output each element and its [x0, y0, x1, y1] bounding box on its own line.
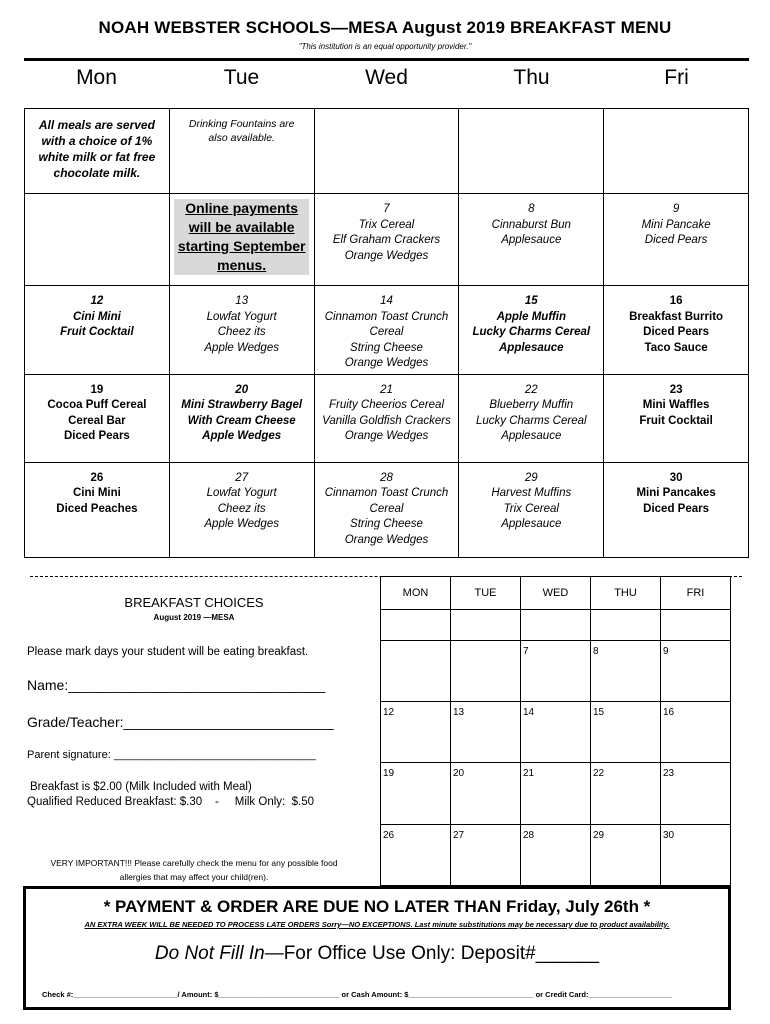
menu-item: Cheez its — [217, 502, 266, 515]
grid-day-checkbox[interactable]: 28 — [521, 824, 591, 885]
grid-row — [381, 701, 731, 762]
calendar-week-row — [25, 462, 749, 557]
grid-day-checkbox[interactable] — [381, 610, 451, 641]
empty-cell — [459, 109, 604, 194]
fountain-note-cell — [169, 109, 314, 194]
milk-note-line: with a choice of 1% — [41, 134, 153, 148]
menu-item: Cheez its — [217, 326, 266, 338]
menu-day-cell — [459, 374, 604, 462]
grid-day-checkbox[interactable]: 20 — [451, 763, 521, 824]
form-subheading: August 2019 —MESA — [153, 613, 235, 622]
grade-teacher-field[interactable]: Grade/Teacher:___________________________ — [27, 714, 334, 730]
menu-item: Orange Wedges — [344, 533, 429, 546]
menu-item: Apple Wedges — [204, 341, 279, 354]
menu-item: Cereal — [369, 326, 404, 338]
breakfast-price: Breakfast is $2.00 (Milk Included with Meal) — [30, 781, 252, 793]
payment-box — [23, 886, 731, 1010]
calendar-week-row — [25, 374, 749, 462]
grid-row — [381, 640, 731, 701]
grid-header-fri: FRI — [661, 577, 731, 610]
menu-item: Fruit Cocktail — [639, 414, 713, 427]
menu-item: Orange Wedges — [344, 357, 429, 369]
grid-header-row — [381, 577, 731, 610]
menu-day-cell — [25, 286, 170, 375]
menu-day-cell — [459, 286, 604, 375]
grid-header-mon: MON — [381, 577, 451, 610]
menu-day-cell — [314, 286, 459, 375]
menu-item: Breakfast Burrito — [629, 310, 724, 323]
grid-day-checkbox[interactable] — [521, 610, 591, 641]
menu-day-cell — [459, 462, 604, 557]
menu-item: Orange Wedges — [344, 249, 429, 262]
grid-day-checkbox[interactable]: 30 — [661, 824, 731, 885]
day-number: 9 — [672, 203, 680, 215]
name-field[interactable]: Name:_________________________________ — [27, 677, 326, 693]
grid-day-checkbox[interactable]: 26 — [381, 824, 451, 885]
menu-item: Applesauce — [501, 430, 562, 442]
day-number: 15 — [524, 295, 538, 307]
form-instruction: Please mark days your student will be eating breakfast. — [27, 646, 309, 658]
menu-day-cell — [604, 462, 749, 557]
day-wed: Wed — [365, 66, 408, 89]
day-number: 14 — [380, 295, 393, 307]
grid-header-tue: TUE — [451, 577, 521, 610]
menu-item: Cini Mini — [72, 310, 121, 323]
menu-item: Fruity Cheerios Cereal — [328, 399, 445, 411]
grid-day-checkbox[interactable]: 14 — [521, 701, 591, 762]
grid-header-wed: WED — [521, 577, 591, 610]
menu-item: Blueberry Muffin — [489, 399, 574, 411]
day-tue: Tue — [223, 66, 260, 89]
online-notice-line: will be available — [188, 219, 295, 235]
empty-cell — [314, 109, 459, 194]
menu-item: Diced Peaches — [56, 502, 138, 515]
allergy-warning: VERY IMPORTANT!!! Please carefully check the menu for any possible food — [50, 858, 338, 868]
fountain-note-line: also available. — [208, 132, 275, 144]
menu-item: Diced Pears — [643, 326, 710, 338]
menu-item: With Cream Cheese — [187, 414, 296, 427]
office-use-deposit: —For Office Use Only: Deposit#______ — [264, 943, 600, 964]
breakfast-menu-calendar — [24, 108, 749, 558]
menu-item: Apple Wedges — [202, 430, 282, 442]
day-number: 8 — [528, 203, 535, 215]
menu-item: Cinnamon Toast Crunch — [324, 487, 449, 499]
menu-day-cell — [25, 462, 170, 557]
menu-item: Orange Wedges — [344, 430, 429, 442]
menu-item: Trix Cereal — [503, 502, 559, 515]
menu-item: String Cheese — [350, 518, 423, 530]
grid-day-checkbox[interactable]: 9 — [661, 640, 731, 701]
menu-day-cell — [169, 286, 314, 375]
allergy-warning-cont: allergies that may affect your child(ren). — [119, 872, 269, 882]
menu-item: Diced Pears — [643, 502, 710, 515]
menu-item: Apple Wedges — [204, 518, 279, 530]
menu-item: Cereal Bar — [68, 414, 126, 427]
equal-opportunity-statement: "This institution is an equal opportunity provider." — [298, 42, 472, 51]
empty-cell — [604, 109, 749, 194]
calendar-week-row — [25, 194, 749, 286]
day-mon: Mon — [76, 66, 117, 89]
grid-day-checkbox[interactable]: 22 — [591, 763, 661, 824]
day-number: 20 — [235, 383, 249, 396]
menu-day-cell — [314, 194, 459, 286]
menu-item: Mini Pancakes — [636, 487, 716, 499]
online-notice-line: Online payments — [185, 200, 299, 216]
menu-item: Lucky Charms Cereal — [476, 414, 587, 427]
weekday-header — [24, 66, 749, 90]
menu-item: Fruit Cocktail — [60, 326, 134, 338]
menu-item: Applesauce — [501, 518, 562, 530]
grid-day-checkbox[interactable]: 16 — [661, 701, 731, 762]
menu-day-cell — [459, 194, 604, 286]
empty-cell — [25, 194, 170, 286]
menu-day-cell — [604, 194, 749, 286]
grid-day-checkbox[interactable] — [451, 610, 521, 641]
menu-item: Vanilla Goldfish Crackers — [322, 414, 451, 427]
menu-item: Taco Sauce — [644, 341, 708, 354]
day-number: 13 — [235, 295, 249, 307]
day-number: 23 — [669, 383, 683, 396]
day-number: 26 — [90, 471, 104, 484]
day-number: 22 — [524, 383, 538, 396]
menu-day-cell — [169, 374, 314, 462]
grid-day-checkbox[interactable]: 7 — [521, 640, 591, 701]
menu-day-cell — [314, 374, 459, 462]
menu-item: Elf Graham Crackers — [332, 234, 441, 246]
menu-title: NOAH WEBSTER SCHOOLS—MESA August 2019 BREAKFAST MENU — [98, 18, 672, 37]
grid-day-checkbox[interactable]: 19 — [381, 763, 451, 824]
grid-day-checkbox[interactable]: 13 — [451, 701, 521, 762]
late-order-notice: AN EXTRA WEEK WILL BE NEEDED TO PROCESS LATE ORDERS Sorry—NO EXCEPTIONS. Last minute substitutions may be necessary due to product availability. — [84, 920, 670, 929]
day-number: 28 — [380, 471, 393, 484]
online-notice-line: menus. — [217, 257, 267, 273]
calendar-week-row — [25, 109, 749, 194]
grid-header-thu: THU — [591, 577, 661, 610]
menu-item: String Cheese — [350, 341, 423, 354]
grid-day-checkbox[interactable]: 8 — [591, 640, 661, 701]
day-thu: Thu — [513, 66, 550, 89]
payment-details-line[interactable]: Check #:_________________________/ Amount: $_____________________________ or Cash Amount: $______________________________ or Credit Card:____________________ — [42, 990, 672, 999]
breakfast-choice-grid — [380, 576, 731, 886]
day-number: 19 — [90, 383, 104, 396]
menu-item: Cocoa Puff Cereal — [47, 399, 147, 411]
online-payments-notice — [169, 194, 314, 286]
menu-item: Applesauce — [501, 234, 562, 246]
day-fri: Fri — [664, 66, 689, 89]
milk-note-line: chocolate milk. — [53, 166, 141, 180]
menu-day-cell — [604, 374, 749, 462]
payment-deadline: * PAYMENT & ORDER ARE DUE NO LATER THAN Friday, July 26th * — [103, 897, 651, 916]
grid-day-checkbox[interactable] — [591, 610, 661, 641]
milk-note-line: white milk or fat free — [38, 150, 156, 164]
menu-day-cell — [314, 462, 459, 557]
menu-item: Lowfat Yogurt — [206, 487, 277, 499]
day-number: 16 — [669, 295, 683, 307]
menu-item: Lowfat Yogurt — [206, 310, 277, 323]
menu-item: Cini Mini — [72, 487, 121, 499]
menu-item: Mini Pancake — [641, 218, 711, 231]
parent-signature-field[interactable]: Parent signature: _________________________________ — [27, 749, 316, 761]
menu-item: Diced Pears — [63, 430, 130, 442]
day-number: 21 — [380, 383, 393, 396]
online-notice-line: starting September — [177, 238, 306, 254]
fountain-note-line: Drinking Fountains are — [188, 118, 295, 130]
grid-row — [381, 763, 731, 824]
grid-row — [381, 610, 731, 641]
grid-day-checkbox[interactable]: 27 — [451, 824, 521, 885]
day-number: 7 — [383, 203, 390, 215]
do-not-fill-label: Do Not Fill In — [154, 943, 265, 964]
grid-day-checkbox[interactable]: 23 — [661, 763, 731, 824]
day-number: 12 — [90, 295, 104, 307]
menu-item: Apple Muffin — [496, 310, 566, 323]
office-use-line — [26, 943, 728, 965]
menu-item: Mini Waffles — [642, 399, 710, 411]
milk-note-line: All meals are served — [38, 118, 155, 132]
day-number: 30 — [669, 471, 683, 484]
menu-item: Applesauce — [499, 341, 564, 354]
menu-item: Diced Pears — [644, 234, 708, 246]
header-rule — [24, 58, 749, 61]
form-heading: BREAKFAST CHOICES — [124, 595, 264, 610]
grid-day-checkbox[interactable] — [661, 610, 731, 641]
menu-day-cell — [169, 462, 314, 557]
grid-day-checkbox[interactable]: 21 — [521, 763, 591, 824]
grid-day-checkbox[interactable]: 15 — [591, 701, 661, 762]
day-number: 27 — [235, 471, 249, 484]
day-number: 29 — [524, 471, 538, 484]
menu-item: Lucky Charms Cereal — [472, 326, 591, 338]
menu-item: Mini Strawberry Bagel — [181, 399, 303, 411]
milk-note-cell — [25, 109, 170, 194]
grid-day-checkbox[interactable] — [381, 640, 451, 701]
menu-item: Cinnaburst Bun — [491, 218, 571, 231]
calendar-week-row — [25, 286, 749, 375]
reduced-price: Qualified Reduced Breakfast: $.30 - Milk Only: $.50 — [27, 796, 314, 808]
menu-item: Harvest Muffins — [491, 487, 572, 499]
menu-day-cell — [25, 374, 170, 462]
grid-row — [381, 824, 731, 885]
grid-day-checkbox[interactable] — [451, 640, 521, 701]
grid-day-checkbox[interactable]: 12 — [381, 701, 451, 762]
menu-day-cell — [604, 286, 749, 375]
menu-item: Cereal — [369, 502, 404, 515]
grid-day-checkbox[interactable]: 29 — [591, 824, 661, 885]
menu-item: Trix Cereal — [358, 218, 415, 231]
menu-item: Cinnamon Toast Crunch — [324, 310, 449, 323]
